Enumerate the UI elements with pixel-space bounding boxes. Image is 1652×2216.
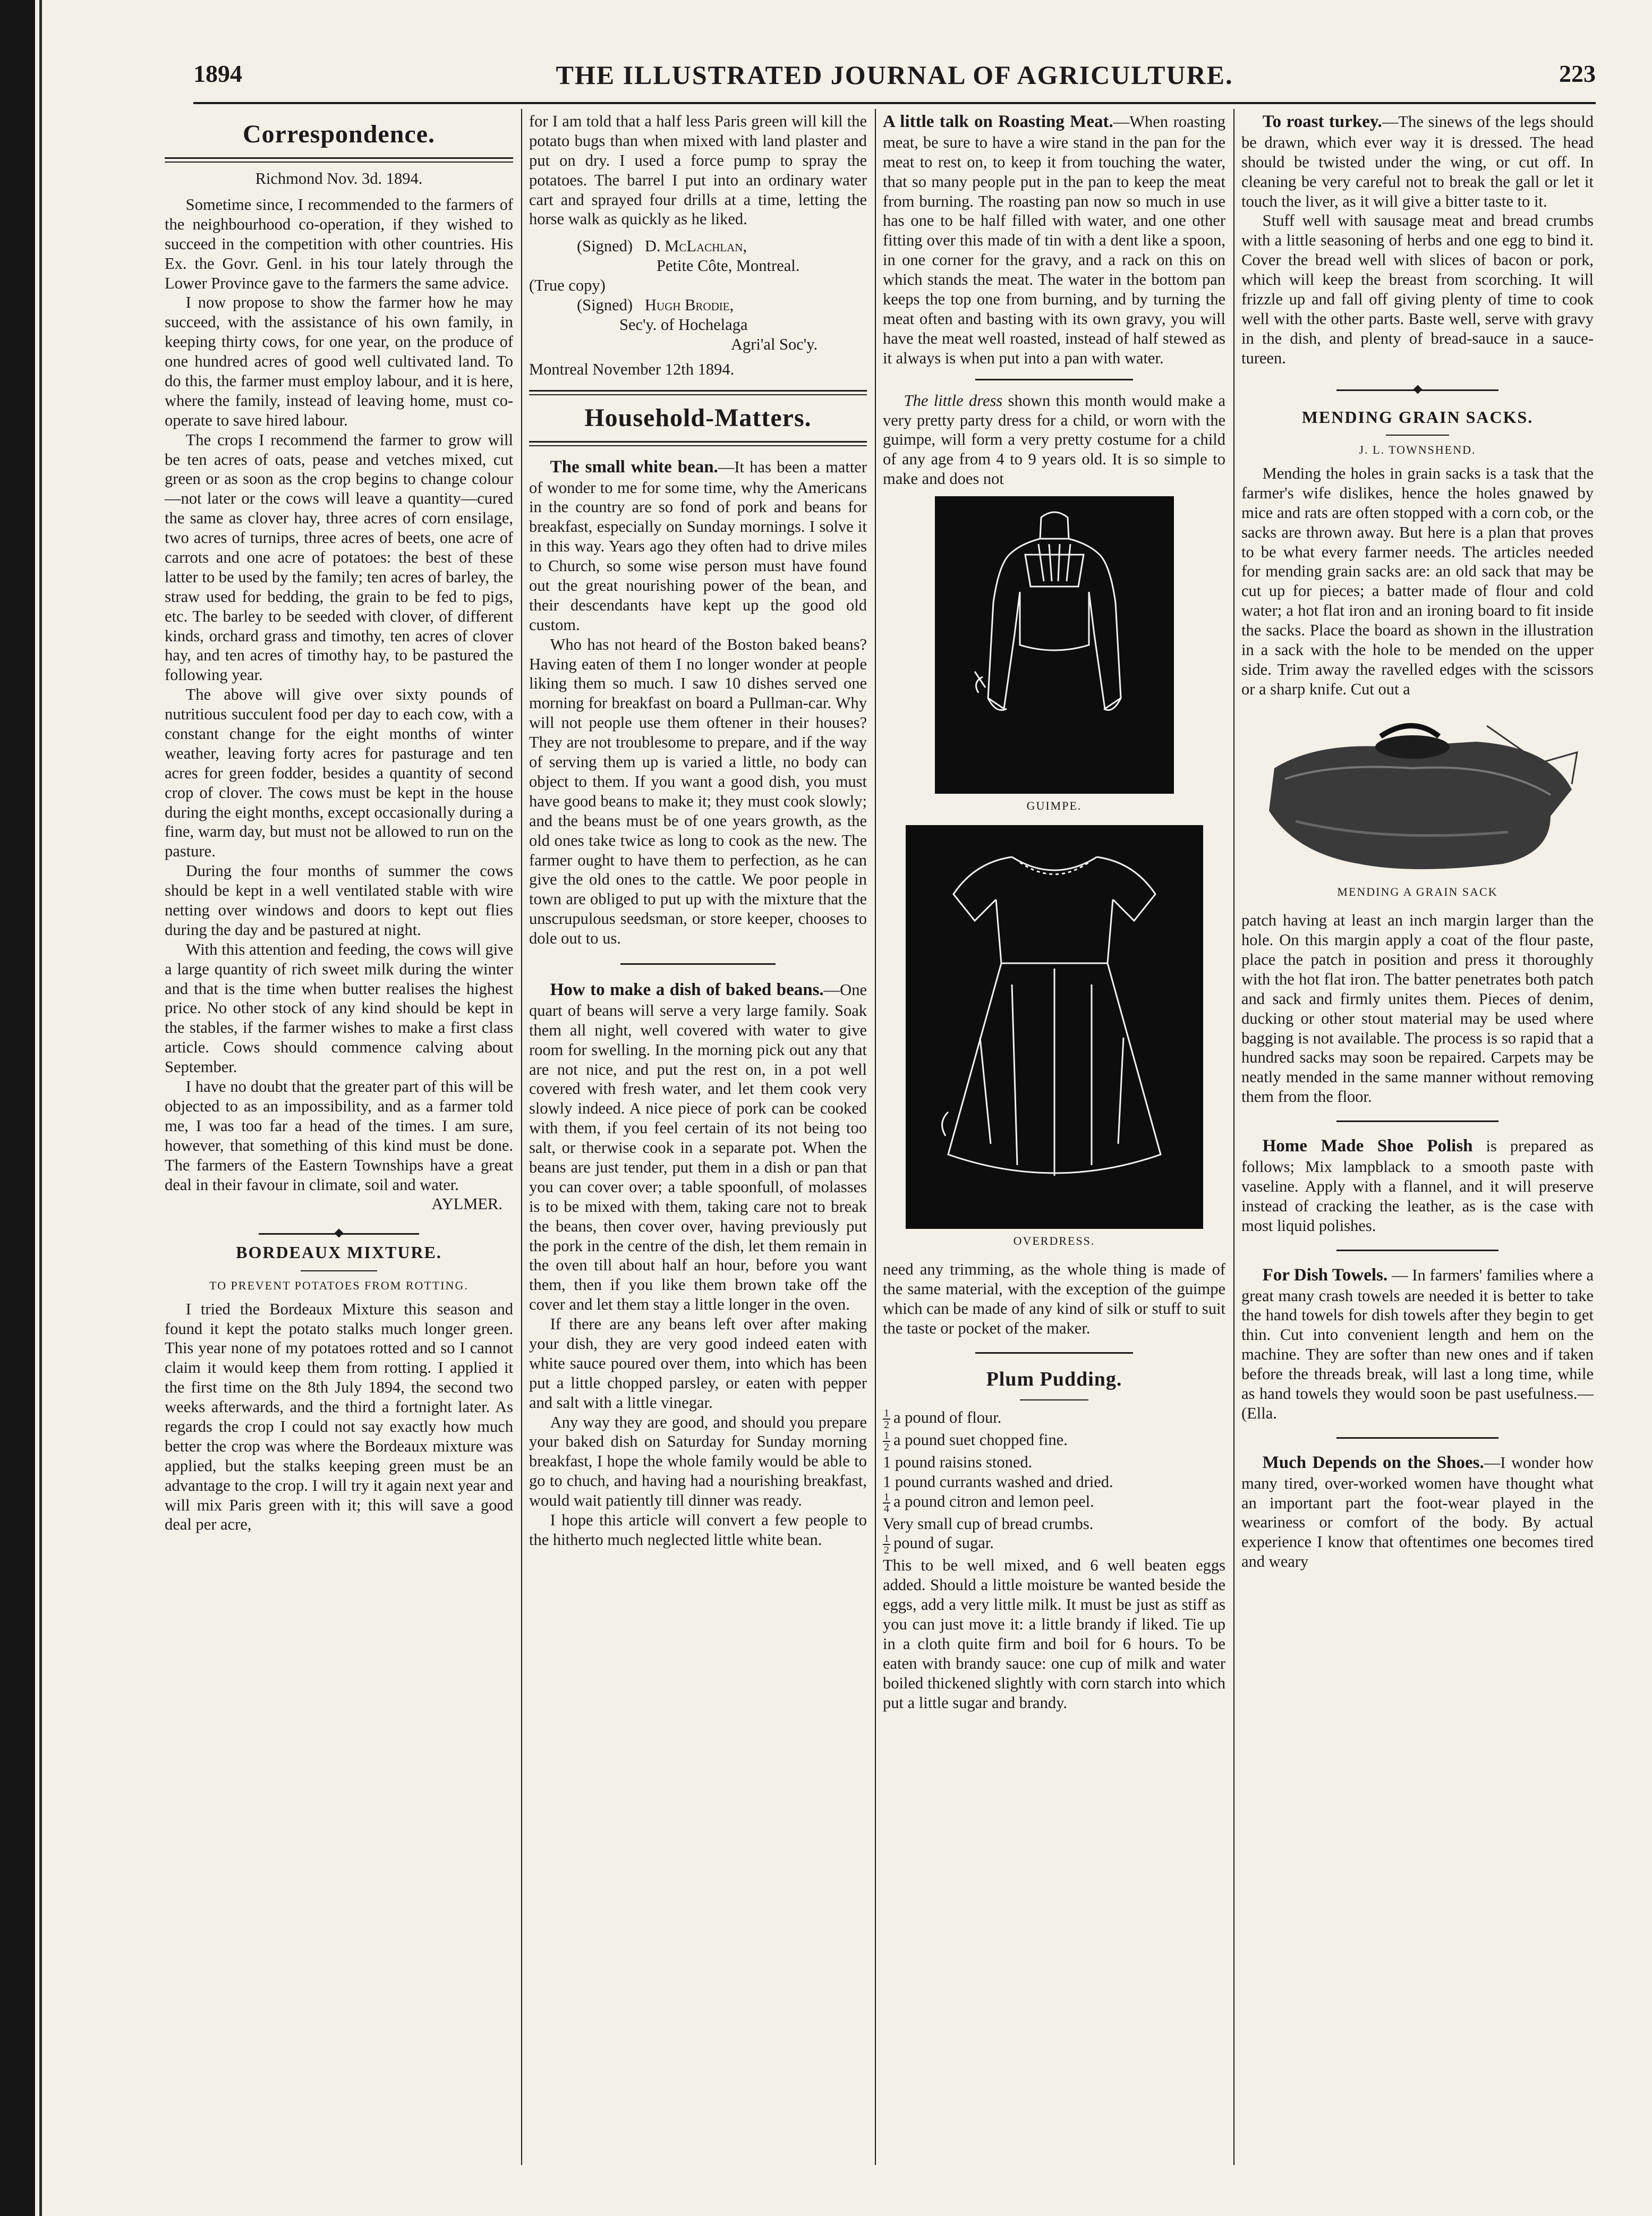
fraction: $\frac{1}{2}$: [884, 1533, 889, 1557]
header-rule: [193, 102, 1596, 104]
dish-towels-paragraph: For Dish Towels. — In farmers' families where a great many crash towels are needed it is better to take the hand towels for dish towels after they begin to get thin. Cut into convenient length and hem on the machine. They are softer than new ones and if taken before the threads break, will last a long time, while as hand towels they would soon be past usefulness.—(Ella.: [1241, 1265, 1594, 1422]
ingredient-text: a pound suet chopped fine.: [893, 1430, 1068, 1449]
plum-method: This to be well mixed, and 6 well beaten eggs added. Should a little moisture be wanted beside the eggs, add a very little milk. It must be just as stiff as you can just move it: a little brandy if liked. Tie up in a cloth quite firm and boil for 6 hours. To be eaten with brandy sauce: one cup of milk and water boiled thickened slightly with corn starch into which put a little sugar and brandy.: [883, 1556, 1225, 1712]
baked-beans-paragraph: Any way they are good, and should you prepare your baked dish on Saturday for Sunday morning breakfast, I hope the whole family would be able to go to chuch, and having had a nourishing breakfast, would wait patiently till dinner was ready.: [529, 1413, 867, 1510]
bean-paragraph: The small white bean.—It has been a matter of wonder to me for some time, why the Americans in the country are so fond of pork and beans for breakfast, especially on Sunday mornings. I solve it in this way. Years ago they often had to drive miles to Church, so some wise person must have found out the great nourishing power of the bean, and their descendants have kept up the good old custom.: [529, 457, 867, 634]
signature-line-2: [529, 295, 867, 315]
turkey-paragraph: To roast turkey.—The sinews of the legs should be drawn, which ever way it is dressed. The head should be twisted under the wing, or cut off. In cleaning be very careful not to break the gall or let it touch the liver, as it will give a bitter taste to it.: [1241, 112, 1594, 210]
section-divider: [975, 379, 1133, 380]
journal-title: THE ILLUSTRATED JOURNAL OF AGRICULTURE.: [556, 60, 1233, 90]
short-rule: [301, 1270, 377, 1271]
fraction: $\frac{1}{2}$: [884, 1407, 889, 1431]
plum-ingredient: [883, 1430, 1225, 1453]
grain-sack-drawing: [1253, 704, 1582, 880]
column-1: [165, 112, 513, 1534]
section-divider: [1336, 1120, 1498, 1122]
household-heading: Household-Matters.: [584, 403, 812, 432]
fraction: $\frac{1}{2}$: [884, 1429, 889, 1453]
signer-name: Hugh Brodie,: [644, 296, 734, 315]
guimpe-drawing: [935, 496, 1174, 794]
signer-title: Agri'al Soc'y.: [731, 335, 818, 353]
turkey-runin: To roast turkey.: [1262, 112, 1382, 131]
letter-paragraph: Sometime since, I recommended to the farmers of the neighbourhood co-operation, if they wished to succeed in the competition with other countries. His Ex. the Govr. Genl. in his tour lately through the Lower Province gave to the farmers the same advice.: [165, 195, 513, 292]
letter-paragraph: With this attention and feeding, the cows will give a large quantity of rich sweet milk during the winter and that is the time when butter realises the highest price. No other stock of any kind should be kept in the stables, if the farmer wishes to make a first class article. Cows should commence calving about September.: [165, 940, 513, 1076]
true-copy: (True copy): [529, 276, 606, 295]
column-4: [1241, 112, 1594, 1572]
shoes-runin: Much Depends on the Shoes.: [1262, 1453, 1484, 1472]
letter-paragraph: I now propose to show the farmer how he may succeed, with the assistance of his own family, in keeping thirty cows, for one year, on the produce of one hundred acres of good well cultivated land. To do this, the farmer must employ labour, and it is here, where the family, instead of leaving home, must co-operate to save hired labour.: [165, 293, 513, 429]
ingredient-text: a pound of flour.: [893, 1408, 1002, 1427]
shoe-polish-paragraph: Home Made Shoe Polish is prepared as follows; Mix lampblack to a smooth paste with vaseline. Apply with a flannel, and it will preserve instead of cracking the leather, as is the case with most liquid polishes.: [1241, 1136, 1594, 1235]
column-rule-1: [521, 109, 522, 2165]
plum-ingredient: [883, 1472, 1225, 1492]
baked-beans-paragraph: How to make a dish of baked beans.—One quart of beans will serve a very large family. Soak them all night, well covered with water to give room for swelling. In the morning pick out any that are not nice, and put the rest on, in a pot well covered with fresh water, and let them cook very slowly indeed. A nice piece of pork can be cooked with them, if you feel certain of its not being too salt, or therwise cook in a separate pot. When the beans are just tender, put them in a dish or pan that you can cover over; a table spoonfull, of molasses is to be mixed with them, taking care not to break the beans, then cover over, having previously put the pork in the centre of the dish, let them remain in the oven till about half an hour, before you want them, then if you like them brown take off the cover and let them stay a little longer in the oven.: [529, 980, 867, 1314]
date-line: Montreal November 12th 1894.: [529, 360, 735, 378]
column-2: [529, 112, 867, 1550]
baked-beans-paragraph: If there are any beans left over after making your dish, they are very good indeed eaten with white sauce poured over them, into which has been put a little chopped parsley, or eaten with pepper and salt with a little vinegar.: [529, 1315, 867, 1412]
plum-ingredient: [883, 1492, 1225, 1514]
section-divider: [259, 1233, 419, 1235]
grain-sack-caption: MENDING A GRAIN SACK: [1337, 885, 1498, 898]
overdress-illustration: [906, 825, 1203, 1229]
mending-author: J. L. TOWNSHEND.: [1359, 443, 1476, 457]
heading-rule: [165, 157, 513, 163]
baked-beans-runin: How to make a dish of baked beans.: [550, 980, 824, 999]
section-divider: [975, 1352, 1133, 1354]
short-rule: [1386, 435, 1449, 436]
signer-name: D. McLachlan,: [644, 237, 747, 256]
letter-paragraph: I have no doubt that the greater part of this will be objected to as an impossibility, and as a farmer told me, I was too far a head of the times. I am sure, however, that something of this kind must be done. The farmers of the Eastern Townships have a great deal in their favour in climate, soil and water.: [165, 1077, 513, 1194]
shoe-polish-runin: Home Made Shoe Polish: [1262, 1136, 1473, 1156]
column-rule-3: [1233, 109, 1234, 2165]
plum-ingredient: [883, 1408, 1225, 1430]
plum-ingredient: [883, 1514, 1225, 1534]
letter-paragraph: The above will give over sixty pounds of nutritious succulent food per day to each cow, with a constant change for the eight months of winter weather, leaving forty acres for pasturage and ten acres for green fodder, besides a quantity of second crop of clover. The cows must be kept in the house during the eight months, except occasionally during a fine, warm day, but must not be allowed to run on the pasture.: [165, 685, 513, 861]
dress-paragraph: The little dress shown this month would make a very pretty party dress for a child, or worn with the guimpe, will form a very pretty costume for a child of any age from 4 to 9 years old. It is so simple to make and does not: [883, 391, 1225, 488]
column-3: [883, 112, 1225, 1713]
shoes-paragraph: Much Depends on the Shoes.—I wonder how many tired, over-worked women have thought what an important part the foot-wear played in the weariness or comfort of the body. By actual experience I know that oftentimes one becomes tired and weary: [1241, 1453, 1594, 1571]
running-header: [193, 60, 1596, 98]
overdress-caption: OVERDRESS.: [1013, 1234, 1095, 1247]
section-rule: [529, 441, 867, 446]
section-divider: [620, 963, 776, 965]
letter-signature: AYLMER.: [431, 1195, 503, 1213]
roast-paragraph: A little talk on Roasting Meat.—When roasting meat, be sure to have a wire stand in the pan for the meat to rest on, to keep it from touching the water, that so many people put in the pan to keep the meat from burning. The roasting pan now so much in use has one to be half filled with water, and one other fitting over this made of tin with a dent like a spoon, in one corner for the gravy, and a rack on this on which stands the meat. The water in the bottom pan keeps the top one from burning, and by turning the meat often and basting with its own gravy, you will have the meat well roasted, instead of half stewed as it always is when put into a pan with water.: [883, 112, 1225, 367]
plum-ingredient: [883, 1533, 1225, 1556]
ingredient-text: pound of sugar.: [893, 1534, 994, 1552]
column-rule-2: [875, 109, 876, 2165]
short-rule: [1020, 1399, 1088, 1400]
mending-paragraph: patch having at least an inch margin larger than the hole. On this margin apply a coat of the flour paste, place the patch in position and press it thoroughly with the hot flat iron. The batter penetrates both patch and sack and firmly unites them. Pieces of denim, ducking or other stout material may be used where bagging is not available. The process is so rapid that a hundred sacks may soon be repaired. Carpets may be neatly mended in the same manner without removing them from the floor.: [1241, 911, 1594, 1106]
signer-title: Sec'y. of Hochelaga: [619, 315, 748, 334]
signature-line-1: [529, 236, 867, 256]
section-divider: [1336, 389, 1498, 391]
section-divider: [1336, 1250, 1498, 1251]
overdress-drawing: [906, 825, 1203, 1229]
correspondence-heading: Correspondence.: [242, 120, 436, 148]
letter-paragraph: The crops I recommend the farmer to grow will be ten acres of oats, pease and vetches mixed, cut green or as soon as the crop begins to change colour—not later or the cows will leave a quantity—cured the same as clover hay, three acres of corn ensilage, two acres of turnips, three acres of beets, one acre of carrots and one acre of potatoes: the best of these latter to be used by the family; ten acres of barley, the straw used for bedding, the grain to be fed to pigs, etc. The barley to be seeded with clover, of different kinds, orchard grass and timothy, ten acres of clover hay, and ten acres of timothy hay, to be pastured the following year.: [165, 430, 513, 684]
dress-italic: The little dress: [904, 391, 1003, 410]
mending-heading: MENDING GRAIN SACKS.: [1301, 407, 1534, 427]
plum-ingredient-list: [883, 1408, 1225, 1556]
baked-beans-paragraph: I hope this article will convert a few people to the hitherto much neglected little white bean.: [529, 1511, 867, 1549]
fraction: $\frac{1}{4}$: [884, 1491, 889, 1515]
signed-label: (Signed): [577, 296, 633, 315]
ingredient-text: 1 pound raisins stoned.: [883, 1453, 1033, 1471]
letter-date: Richmond Nov. 3d. 1894.: [255, 169, 423, 188]
bordeaux-subheading: TO PREVENT POTATOES FROM ROTTING.: [209, 1279, 469, 1292]
guimpe-illustration: [935, 496, 1174, 794]
page-number: 223: [1559, 60, 1596, 87]
bean-runin: The small white bean.: [550, 457, 718, 477]
turkey-paragraph: Stuff well with sausage meat and bread crumbs with a little seasoning of herbs and one egg to bind it. Cover the bread well with slices of bacon or pork, which will keep the breast from scorching. It will frizzle up and fall off giving plenty of time to cook well with the other parts. Baste well, serve with gravy in the dish, and plenty of bread-sauce in a sauce-tureen.: [1241, 211, 1594, 367]
signed-label: (Signed): [577, 237, 633, 256]
plum-pudding-heading: Plum Pudding.: [986, 1368, 1122, 1390]
page-binding-stripe: [39, 0, 42, 2216]
grain-sack-illustration: [1253, 704, 1582, 880]
roast-runin: A little talk on Roasting Meat.: [883, 112, 1113, 131]
ingredient-text: a pound citron and lemon peel.: [893, 1492, 1094, 1510]
section-rule: [529, 390, 867, 395]
section-divider: [1336, 1437, 1498, 1439]
mending-paragraph: Mending the holes in grain sacks is a task that the farmer's wife dislikes, hence the holes gnawed by mice and rats are often stopped with a corn cob, or the sacks are thrown away. But here is a plan that proves to be what every farmer needs. The articles needed for mending grain sacks are: an old sack that may be cut up for pieces; a batter made of flour and cold water; a hot flat iron and an ironing board to fit inside the sacks. Place the board as shown in the illustration in a sack with the hole to be mended on the upper side. Trim away the ravelled edges with the scissors or a sharp knife. Cut out a: [1241, 464, 1594, 698]
ingredient-text: Very small cup of bread crumbs.: [883, 1514, 1094, 1533]
bordeaux-continuation: for I am told that a half less Paris green will kill the potato bugs than when mixed with land plaster and put on dry. I used a force pump to spray the potatoes. The barrel I put into an ordinary water cart and sprayed four drills at a time, letting the horse walk as quickly as he liked.: [529, 112, 867, 228]
bordeaux-paragraph: I tried the Bordeaux Mixture this season and found it kept the potato stalks much longer green. This year none of my potatoes rotted and so I cannot claim it would keep them from rotting. I applied it the first time on the 8th July 1894, the second two weeks afterwards, and the third a fortnight later. As regards the crop I could not say exactly how much better the crop was where the Bordeaux mixture was applied, but the stalks keeping green must be an advantage to the crop. I will try it again next year and will mix Paris green with it; this will save a good deal per acre,: [165, 1300, 513, 1534]
plum-ingredient: [883, 1453, 1225, 1472]
signer-place: Petite Côte, Montreal.: [657, 257, 800, 275]
dress-continuation: need any trimming, as the whole thing is made of the same material, with the exception of the guimpe which can be made of any kind of silk or stuff to suit the taste or pocket of the maker.: [883, 1260, 1225, 1337]
ingredient-text: 1 pound currants washed and dried.: [883, 1472, 1113, 1491]
page-binding-edge: [0, 0, 35, 2216]
bean-paragraph: Who has not heard of the Boston baked beans? Having eaten of them I no longer wonder at people liking them so much. I saw 10 dishes served one morning for breakfast on board a Pullman-car. Why will not people use them oftener in their houses? They are not troublesome to prepare, and if the way of serving them up is varied a little, no body can object to them. If you want a good dish, you must have good beans to make it; they must cook slowly; and the beans must be of one years growth, as the old ones take twice as long to cook as the new. The farmer ought to have them to perfection, as he can give the old ones to the cattle. We poor people in town are obliged to put up with the mixture that the unscrupulous seedsman, or store keeper, chooses to dole out to us.: [529, 635, 867, 948]
dish-towels-runin: For Dish Towels.: [1262, 1265, 1388, 1285]
header-year: 1894: [193, 60, 242, 87]
letter-paragraph: During the four months of summer the cows should be kept in a well ventilated stable with wire netting over windows and doors to kept out flies during the day and be pastured at night.: [165, 862, 513, 939]
bordeaux-heading: BORDEAUX MIXTURE.: [236, 1243, 442, 1262]
guimpe-caption: GUIMPE.: [1026, 799, 1082, 813]
